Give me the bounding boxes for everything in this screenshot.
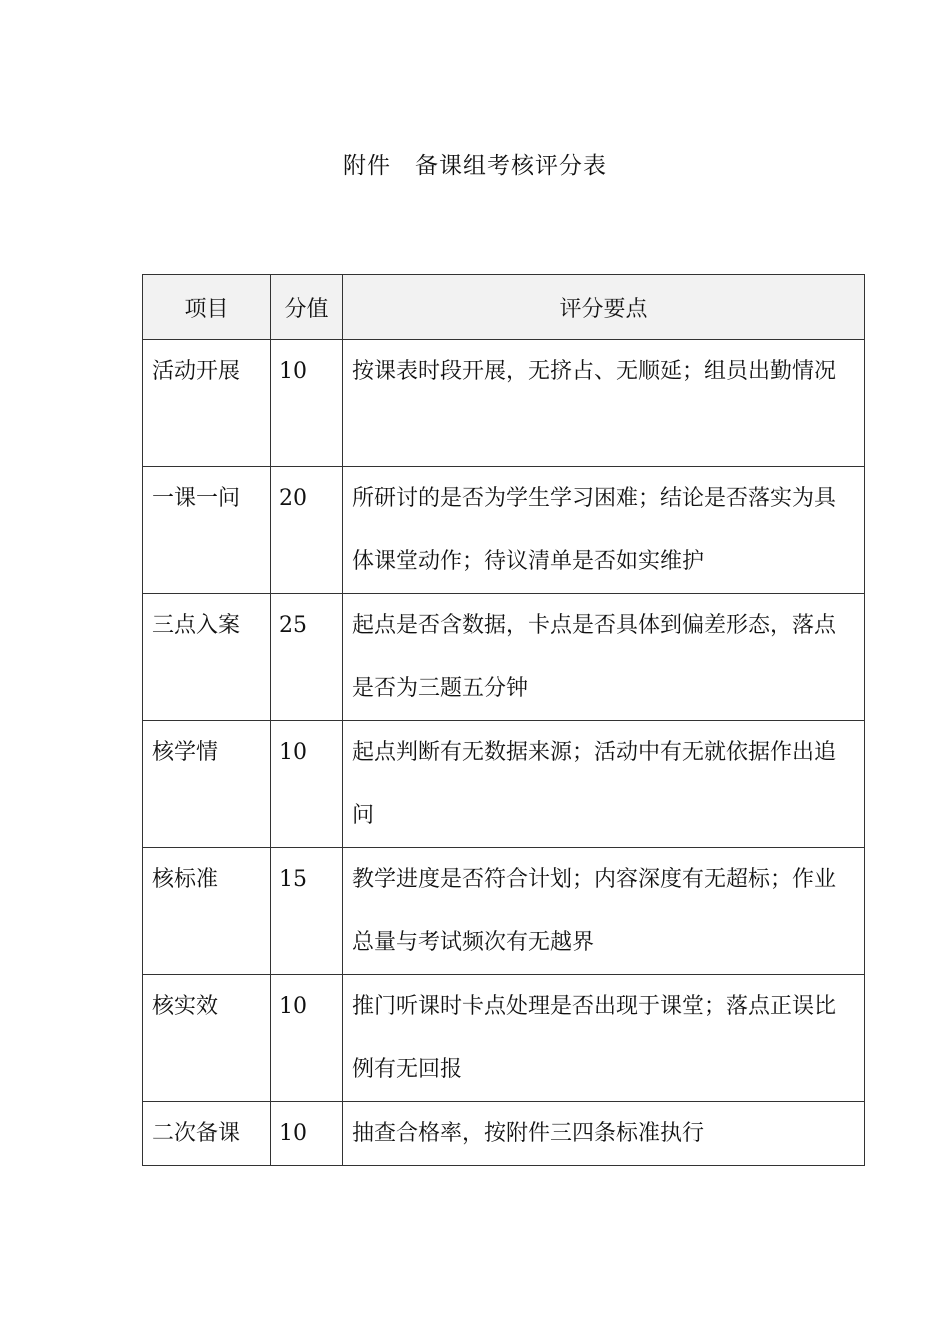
points-cell: 按课表时段开展，无挤占、无顺延；组员出勤情况	[343, 340, 865, 467]
scoring-table	[142, 274, 865, 1166]
score-cell: 20	[271, 467, 343, 594]
score-cell: 10	[271, 340, 343, 467]
score-cell: 10	[271, 1102, 343, 1166]
item-cell: 三点入案	[143, 594, 271, 721]
points-cell: 抽查合格率，按附件三四条标准执行	[343, 1102, 865, 1166]
points-cell: 推门听课时卡点处理是否出现于课堂；落点正误比例有无回报	[343, 975, 865, 1102]
points-cell: 起点是否含数据，卡点是否具体到偏差形态，落点是否为三题五分钟	[343, 594, 865, 721]
item-cell: 一课一问	[143, 467, 271, 594]
score-cell: 10	[271, 975, 343, 1102]
table-row	[143, 594, 865, 721]
table-header-row	[143, 275, 865, 340]
table-row	[143, 721, 865, 848]
table-row	[143, 467, 865, 594]
item-cell: 核学情	[143, 721, 271, 848]
points-cell: 教学进度是否符合计划；内容深度有无超标；作业总量与考试频次有无越界	[343, 848, 865, 975]
points-cell: 起点判断有无数据来源；活动中有无就依据作出追问	[343, 721, 865, 848]
table-row	[143, 848, 865, 975]
score-cell: 15	[271, 848, 343, 975]
points-cell: 所研讨的是否为学生学习困难；结论是否落实为具体课堂动作；待议清单是否如实维护	[343, 467, 865, 594]
table-row	[143, 975, 865, 1102]
header-points: 评分要点	[343, 275, 865, 340]
table-row	[143, 1102, 865, 1166]
item-cell: 核标准	[143, 848, 271, 975]
score-cell: 10	[271, 721, 343, 848]
item-cell: 二次备课	[143, 1102, 271, 1166]
item-cell: 核实效	[143, 975, 271, 1102]
item-cell: 活动开展	[143, 340, 271, 467]
score-cell: 25	[271, 594, 343, 721]
header-item: 项目	[143, 275, 271, 340]
document-title: 附件 备课组考核评分表	[343, 153, 607, 179]
header-score: 分值	[271, 275, 343, 340]
table-row	[143, 340, 865, 467]
